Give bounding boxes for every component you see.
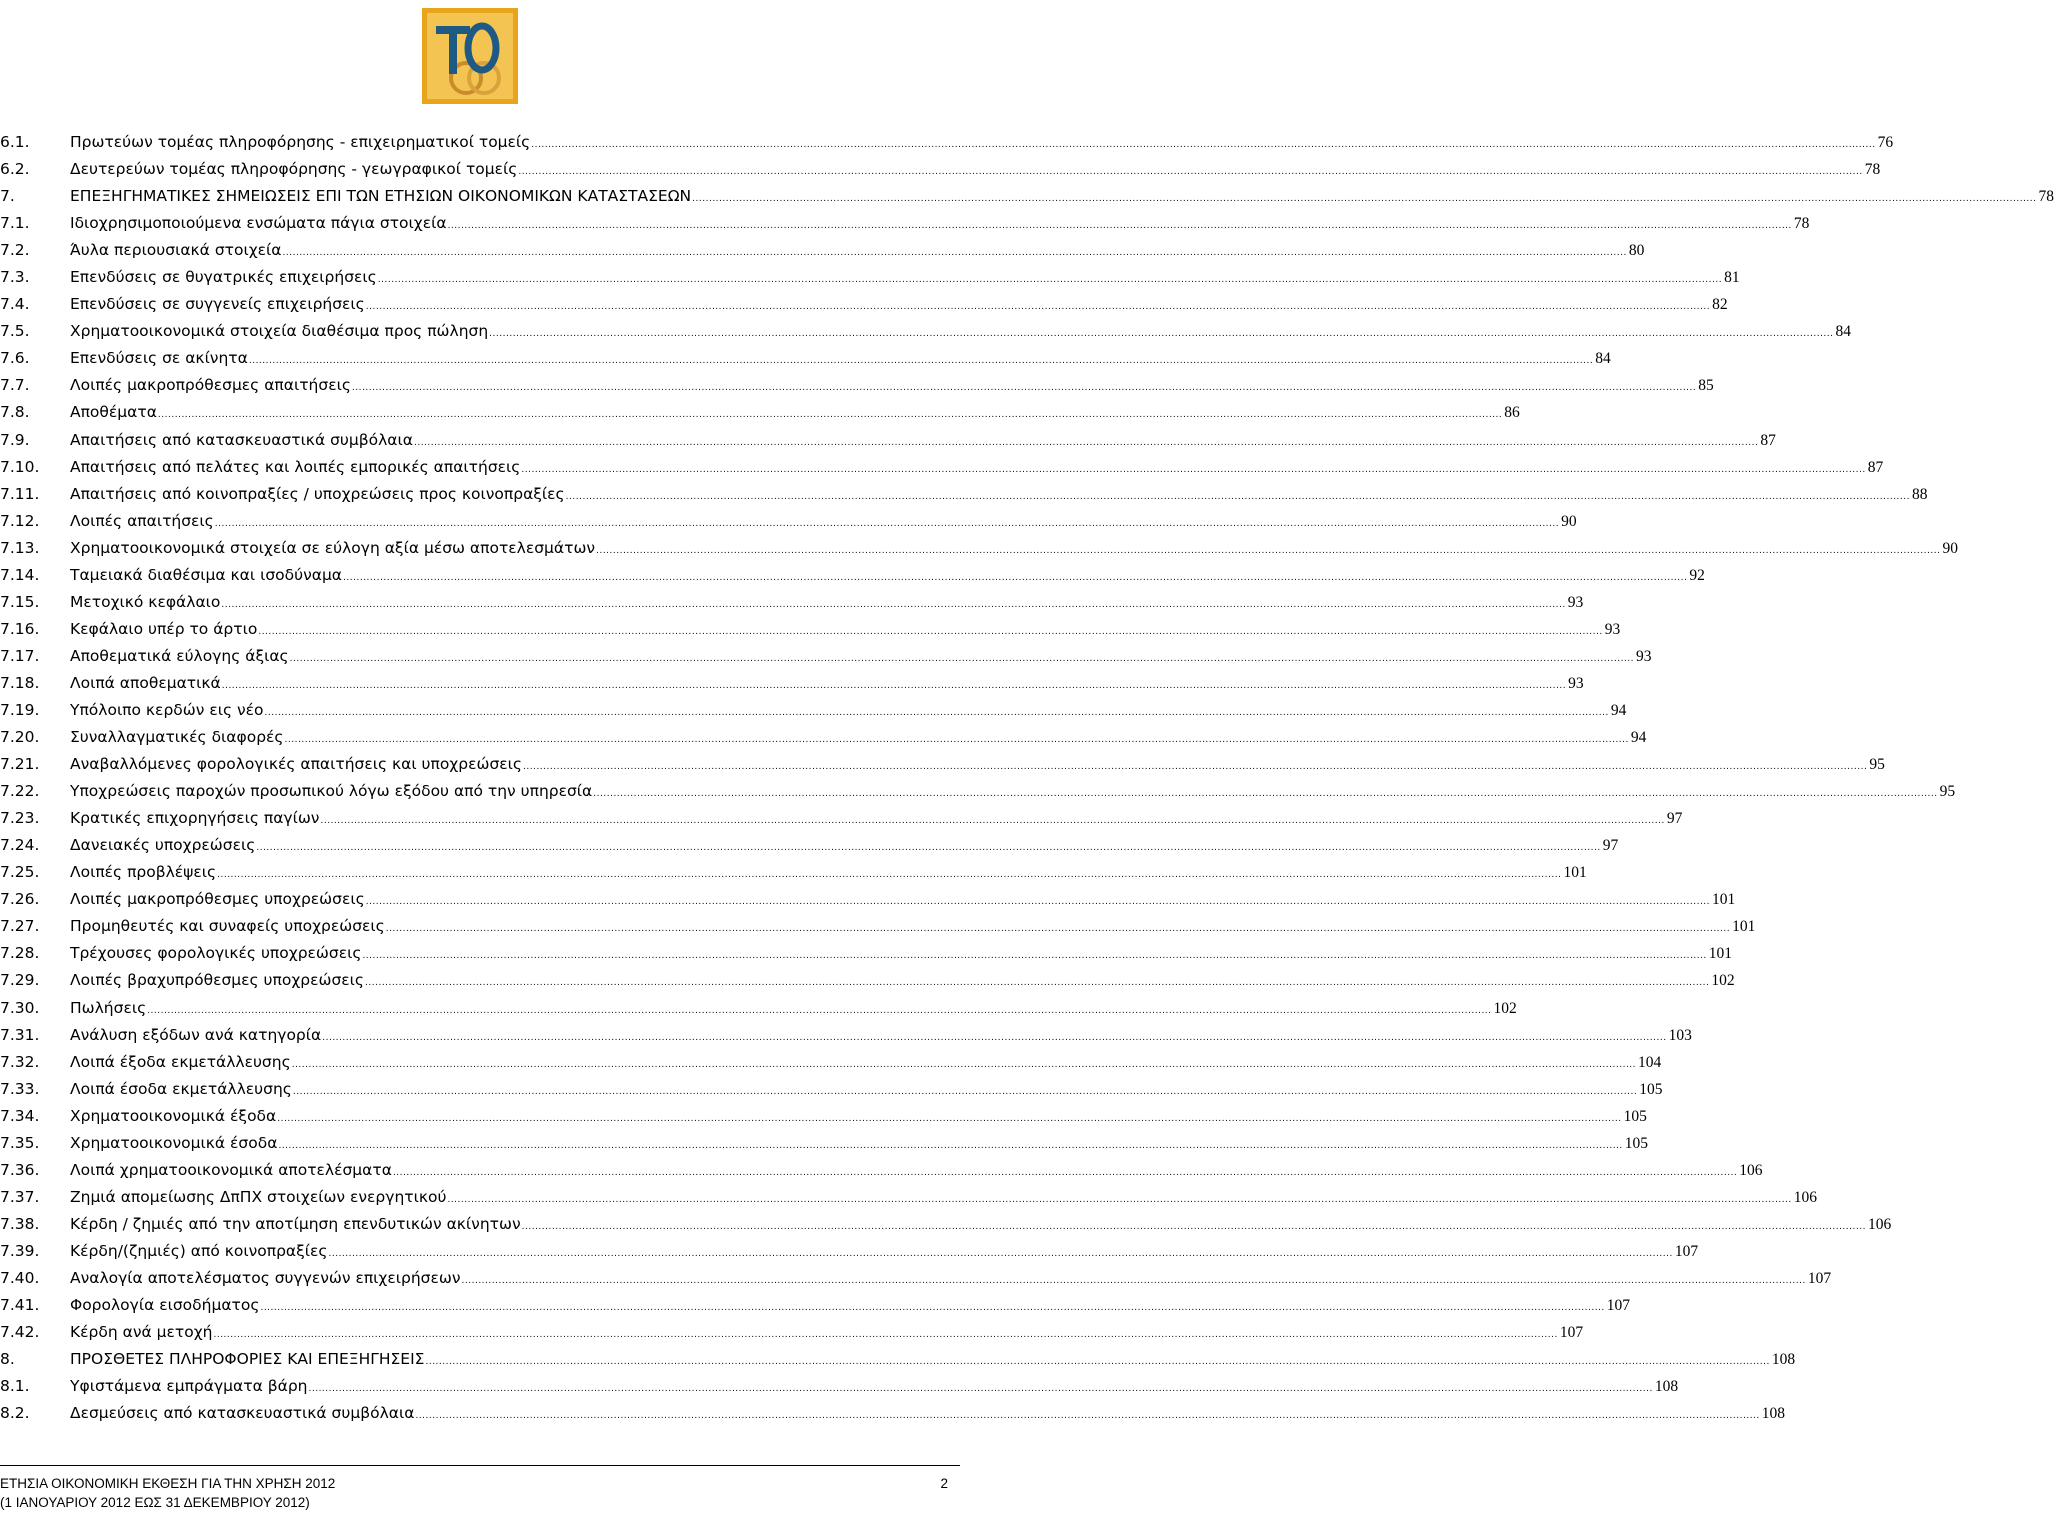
toc-entry[interactable] (0, 724, 1647, 751)
toc-dot-leader: ................................................................................................................................................................................................................................................................................................................................................................................................................ (291, 1059, 1637, 1070)
toc-entry-number: 7.38. (0, 1214, 40, 1233)
toc-entry-page: 108 (1761, 1405, 1786, 1423)
toc-dot-leader: ................................................................................................................................................................................................................................................................................................................................................................................................................ (213, 1330, 1558, 1341)
toc-dot-leader: ................................................................................................................................................................................................................................................................................................................................................................................................................ (214, 518, 1560, 529)
toc-entry-number: 7.31. (0, 1025, 40, 1044)
toc-entry-body (70, 670, 1584, 700)
toc-entry-number: 6.1. (0, 133, 30, 151)
toc-entry-page: 106 (1867, 1215, 1892, 1233)
toc-entry-page: 90 (1561, 512, 1577, 530)
toc-entry-page: 87 (1867, 458, 1884, 476)
toc-dot-leader: ................................................................................................................................................................................................................................................................................................................................................................................................................ (425, 1357, 1770, 1368)
toc-entry-body (70, 751, 1885, 781)
toc-dot-leader: ................................................................................................................................................................................................................................................................................................................................................................................................................ (277, 1113, 1622, 1124)
toc-entry-page: 95 (1939, 783, 1956, 801)
toc-entry-title: Κέρδη/(ζημιές) από κοινοπραξίες (70, 1241, 328, 1260)
toc-entry-body (70, 1103, 1647, 1133)
toc-entry-number: 7.25. (0, 863, 40, 882)
toc-dot-leader: ................................................................................................................................................................................................................................................................................................................................................................................................................ (415, 1411, 1760, 1422)
toc-entry-number: 7. (0, 187, 15, 206)
toc-entry-page: 97 (1602, 837, 1619, 855)
toc-entry[interactable] (0, 913, 1756, 940)
toc-dot-leader: ................................................................................................................................................................................................................................................................................................................................................................................................................ (260, 1303, 1605, 1314)
toc-entry-number: 7.7. (0, 376, 30, 395)
toc-dot-leader: ................................................................................................................................................................................................................................................................................................................................................................................................................ (362, 951, 1707, 962)
table-of-contents (0, 129, 2054, 1427)
toc-entry-title: Αναβαλλόμενες φορολογικές απαιτήσεις και υποχρεώσεις (70, 755, 522, 774)
toc-entry-page: 102 (1711, 972, 1735, 990)
toc-entry[interactable] (0, 1319, 1584, 1346)
toc-entry-body (70, 345, 1611, 375)
toc-entry-body (70, 940, 1733, 970)
toc-entry-page: 94 (1610, 701, 1627, 719)
toc-dot-leader: ................................................................................................................................................................................................................................................................................................................................................................................................................ (596, 545, 1941, 556)
toc-entry-number: 7.28. (0, 944, 40, 963)
toc-entry-number: 7.5. (0, 322, 30, 341)
toc-entry[interactable] (0, 562, 1705, 589)
toc-entry-number: 7.24. (0, 836, 40, 855)
toc-entry-page: 102 (1493, 999, 1517, 1017)
toc-dot-leader: ................................................................................................................................................................................................................................................................................................................................................................................................................ (521, 464, 1866, 475)
toc-entry-title: ΕΠΕΞΗΓΗΜΑΤΙΚΕΣ ΣΗΜΕΙΩΣΕΙΣ ΕΠΙ ΤΩΝ ΕΤΗΣΙΩΝ ΟΙΚΟΝΟΜΙΚΩΝ ΚΑΤΑΣΤΑΣΕΩΝ (70, 187, 692, 206)
toc-entry-number: 7.17. (0, 646, 40, 665)
toc-entry-page: 108 (1654, 1378, 1679, 1396)
toc-entry-title: Δεσμεύσεις από κατασκευαστικά συμβόλαια (70, 1404, 415, 1423)
toc-entry-number: 6.2. (0, 160, 30, 179)
toc-entry-body (70, 237, 1645, 267)
toc-dot-leader: ................................................................................................................................................................................................................................................................................................................................................................................................................ (322, 1032, 1667, 1043)
toc-entry[interactable] (0, 156, 1881, 183)
toc-entry-body (70, 1157, 1763, 1187)
toc-dot-leader: ................................................................................................................................................................................................................................................................................................................................................................................................................ (518, 167, 1863, 178)
toc-dot-leader: ................................................................................................................................................................................................................................................................................................................................................................................................................ (248, 356, 1594, 367)
logo-t-stem (449, 26, 457, 74)
toc-entry-body (70, 724, 1647, 754)
toc-entry-page: 108 (1771, 1351, 1796, 1369)
toc-dot-leader: ................................................................................................................................................................................................................................................................................................................................................................................................................ (278, 1140, 1623, 1151)
toc-entry[interactable] (0, 670, 1584, 697)
toc-entry-title: Λοιπές βραχυπρόθεσμες υποχρεώσεις (70, 971, 365, 990)
toc-entry-title: Συναλλαγματικές διαφορές (70, 728, 284, 747)
toc-entry-title: Επενδύσεις σε θυγατρικές επιχειρήσεις (70, 268, 377, 287)
toc-dot-leader: ................................................................................................................................................................................................................................................................................................................................................................................................................ (221, 680, 1567, 691)
toc-dot-leader: ................................................................................................................................................................................................................................................................................................................................................................................................................ (217, 870, 1562, 881)
toc-entry-page: 101 (1563, 864, 1587, 882)
toc-entry[interactable] (0, 129, 1894, 156)
toc-entry[interactable] (0, 1265, 1832, 1292)
toc-entry-page: 93 (1567, 593, 1584, 611)
toc-entry-page: 90 (1942, 539, 1958, 557)
toc-entry-body (70, 156, 1881, 186)
toc-entry-number: 7.32. (0, 1052, 40, 1071)
toc-entry-title: Απαιτήσεις από κατασκευαστικά συμβόλαια (70, 430, 413, 449)
toc-entry-title: Απαιτήσεις από κοινοπραξίες / υποχρεώσεις προς κοινοπραξίες (70, 484, 565, 503)
toc-entry-page: 106 (1793, 1188, 1818, 1206)
toc-entry-page: 101 (1708, 945, 1733, 963)
toc-entry-body (70, 913, 1756, 943)
toc-entry-body (70, 562, 1705, 592)
toc-entry-page: 85 (1698, 377, 1714, 395)
toc-entry-number: 7.10. (0, 457, 40, 476)
toc-entry-number: 7.3. (0, 268, 30, 287)
toc-entry-page: 84 (1595, 350, 1611, 368)
toc-entry-body (70, 886, 1736, 916)
toc-entry[interactable] (0, 535, 1958, 562)
toc-entry-title: Αποθεματικά εύλογης άξιας (70, 646, 289, 665)
toc-entry-title: Κρατικές επιχορηγήσεις παγίων (70, 809, 320, 828)
toc-dot-leader: ................................................................................................................................................................................................................................................................................................................................................................................................................ (365, 897, 1711, 908)
toc-entry-page: 93 (1568, 674, 1584, 692)
toc-entry-title: Λοιπά έσοδα εκμετάλλευσης (70, 1079, 292, 1098)
toc-entry-page: 94 (1630, 729, 1647, 747)
toc-entry-body (70, 183, 2054, 213)
toc-entry-number: 7.35. (0, 1133, 40, 1152)
toc-entry-body (70, 1049, 1662, 1079)
toc-entry[interactable] (0, 859, 1587, 886)
toc-entry-body (70, 967, 1735, 997)
toc-entry-number: 7.4. (0, 295, 30, 314)
toc-entry-page: 80 (1628, 242, 1645, 260)
toc-entry[interactable] (0, 940, 1733, 967)
toc-entry-page: 101 (1732, 918, 1756, 936)
toc-entry-number: 7.37. (0, 1187, 40, 1206)
toc-entry-title: Επενδύσεις σε συγγενείς επιχειρήσεις (70, 295, 365, 314)
toc-entry[interactable] (0, 345, 1611, 372)
toc-entry-body (70, 697, 1627, 727)
toc-entry-title: Φορολογία εισοδήματος (70, 1296, 260, 1315)
toc-entry[interactable] (0, 1373, 1679, 1400)
toc-entry[interactable] (0, 1292, 1631, 1319)
toc-entry[interactable] (0, 1157, 1763, 1184)
toc-entry-body (70, 859, 1587, 889)
toc-entry-number: 7.9. (0, 430, 30, 449)
toc-dot-leader: ................................................................................................................................................................................................................................................................................................................................................................................................................ (351, 383, 1697, 394)
toc-entry-number: 7.41. (0, 1296, 40, 1315)
toc-entry[interactable] (0, 427, 1776, 454)
toc-entry-page: 106 (1739, 1161, 1763, 1179)
toc-entry-number: 8.2. (0, 1404, 30, 1423)
toc-entry[interactable] (0, 508, 1577, 535)
toc-dot-leader: ................................................................................................................................................................................................................................................................................................................................................................................................................ (365, 302, 1711, 313)
toc-entry-body (70, 264, 1740, 294)
toc-entry[interactable] (0, 183, 2054, 210)
toc-entry[interactable] (0, 1211, 1892, 1238)
toc-entry-page: 93 (1604, 620, 1621, 638)
toc-entry-number: 7.21. (0, 755, 40, 774)
toc-entry-body (70, 616, 1621, 646)
toc-entry-number: 7.1. (0, 214, 30, 233)
toc-entry-title: Χρηματοοικονομικά στοιχεία σε εύλογη αξία μέσω αποτελεσμάτων (70, 538, 596, 557)
toc-dot-leader: ................................................................................................................................................................................................................................................................................................................................................................................................................ (258, 626, 1603, 637)
toc-entry-title: Μετοχικό κεφάλαιο (70, 592, 221, 611)
toc-entry-page: 95 (1869, 756, 1885, 774)
toc-entry[interactable] (0, 805, 1683, 832)
company-logo (422, 8, 518, 104)
toc-entry-number: 7.13. (0, 538, 40, 557)
toc-entry[interactable] (0, 967, 1735, 994)
toc-entry-number: 7.2. (0, 241, 30, 260)
toc-entry-number: 7.16. (0, 619, 40, 638)
toc-dot-leader: ................................................................................................................................................................................................................................................................................................................................................................................................................ (692, 194, 2037, 205)
toc-entry-page: 104 (1638, 1053, 1662, 1071)
toc-entry-body (70, 1238, 1699, 1268)
page-footer (0, 1465, 960, 1510)
toc-dot-leader: ................................................................................................................................................................................................................................................................................................................................................................................................................ (282, 248, 1627, 259)
toc-entry-page: 92 (1689, 566, 1705, 584)
toc-entry-number: 7.39. (0, 1241, 40, 1260)
toc-dot-leader: ................................................................................................................................................................................................................................................................................................................................................................................................................ (264, 707, 1609, 718)
toc-dot-leader: ................................................................................................................................................................................................................................................................................................................................................................................................................ (256, 843, 1601, 854)
toc-entry-title: Λοιπά έξοδα εκμετάλλευσης (70, 1052, 291, 1071)
toc-entry-number: 7.26. (0, 890, 40, 909)
toc-entry-number: 7.34. (0, 1106, 40, 1125)
toc-dot-leader: ................................................................................................................................................................................................................................................................................................................................................................................................................ (365, 978, 1710, 989)
toc-entry-title: Απαιτήσεις από πελάτες και λοιπές εμπορικές απαιτήσεις (70, 457, 521, 476)
toc-entry-page: 103 (1668, 1026, 1692, 1044)
toc-entry-number: 7.8. (0, 403, 30, 422)
toc-entry-body (70, 1211, 1892, 1241)
toc-entry[interactable] (0, 399, 1520, 426)
toc-dot-leader: ................................................................................................................................................................................................................................................................................................................................................................................................................ (593, 789, 1938, 800)
toc-entry-page: 88 (1912, 485, 1928, 503)
toc-dot-leader: ................................................................................................................................................................................................................................................................................................................................................................................................................ (461, 1275, 1806, 1286)
toc-entry[interactable] (0, 832, 1619, 859)
toc-entry-title: Λοιπά χρηματοοικονομικά αποτελέσματα (70, 1160, 392, 1179)
toc-dot-leader: ................................................................................................................................................................................................................................................................................................................................................................................................................ (531, 140, 1876, 150)
toc-entry-number: 7.18. (0, 673, 40, 692)
toc-entry-page: 76 (1877, 134, 1894, 151)
toc-entry[interactable] (0, 616, 1621, 643)
toc-dot-leader: ................................................................................................................................................................................................................................................................................................................................................................................................................ (521, 1221, 1866, 1232)
toc-entry-number: 7.36. (0, 1160, 40, 1179)
toc-dot-leader: ................................................................................................................................................................................................................................................................................................................................................................................................................ (147, 1005, 1492, 1016)
toc-dot-leader: ................................................................................................................................................................................................................................................................................................................................................................................................................ (308, 1384, 1653, 1395)
toc-entry-title: Λοιπές μακροπρόθεσμες απαιτήσεις (70, 376, 351, 395)
toc-entry-page: 105 (1639, 1080, 1663, 1098)
toc-entry-number: 7.23. (0, 809, 40, 828)
toc-entry-number: 7.29. (0, 971, 40, 990)
toc-entry-title: Αποθέματα (70, 403, 157, 422)
toc-dot-leader: ................................................................................................................................................................................................................................................................................................................................................................................................................ (320, 816, 1665, 827)
toc-entry-title: Χρηματοοικονομικά έσοδα (70, 1133, 278, 1152)
toc-entry[interactable] (0, 778, 1956, 805)
toc-entry-title: Πρωτεύων τομέας πληροφόρησης - επιχειρηματικοί τομείς (70, 133, 531, 151)
toc-entry-page: 107 (1807, 1269, 1832, 1287)
toc-entry-title: Κέρδη ανά μετοχή (70, 1323, 213, 1342)
toc-entry[interactable] (0, 318, 1852, 345)
toc-entry-page: 105 (1624, 1134, 1649, 1152)
toc-entry-title: Λοιπά αποθεματικά (70, 673, 221, 692)
toc-entry-number: 7.14. (0, 565, 40, 584)
toc-entry-body (70, 1292, 1631, 1322)
toc-entry-title: Δευτερεύων τομέας πληροφόρησης - γεωγραφικοί τομείς (70, 160, 518, 179)
toc-entry-body (70, 589, 1584, 619)
toc-entry-title: Ιδιοχρησιμοποιούμενα ενσώματα πάγια στοιχεία (70, 214, 447, 233)
toc-entry-title: Αναλογία αποτελέσματος συγγενών επιχειρήσεων (70, 1268, 461, 1287)
toc-entry-body (70, 778, 1956, 808)
toc-entry-number: 7.15. (0, 592, 40, 611)
toc-entry-body (70, 399, 1520, 429)
toc-entry[interactable] (0, 995, 1517, 1022)
toc-entry-number: 7.19. (0, 700, 40, 719)
toc-entry-title: Άυλα περιουσιακά στοιχεία (70, 241, 282, 260)
toc-entry-body (70, 372, 1714, 402)
toc-dot-leader: ................................................................................................................................................................................................................................................................................................................................................................................................................ (157, 410, 1503, 421)
footer-report-title: ΕΤΗΣΙΑ ΟΙΚΟΝΟΜΙΚΗ ΕΚΘΕΣΗ ΓΙΑ ΤΗΝ ΧΡΗΣΗ 2012 (0, 1476, 336, 1491)
toc-entry-number: 7.12. (0, 511, 40, 530)
toc-entry-number: 7.30. (0, 998, 40, 1017)
toc-entry-title: Λοιπές απαιτήσεις (70, 511, 214, 530)
toc-entry[interactable] (0, 1022, 1692, 1049)
toc-entry[interactable] (0, 751, 1885, 778)
toc-entry-number: 7.20. (0, 728, 40, 747)
toc-dot-leader: ................................................................................................................................................................................................................................................................................................................................................................................................................ (447, 1194, 1792, 1205)
toc-entry[interactable] (0, 1184, 1818, 1211)
toc-entry-number: 7.33. (0, 1079, 40, 1098)
toc-entry-title: Επενδύσεις σε ακίνητα (70, 349, 248, 368)
toc-entry-page: 81 (1724, 269, 1740, 287)
toc-entry-page: 78 (2038, 188, 2054, 206)
toc-dot-leader: ................................................................................................................................................................................................................................................................................................................................................................................................................ (489, 329, 1834, 340)
toc-entry-page: 107 (1559, 1324, 1584, 1342)
toc-entry-body (70, 1184, 1818, 1214)
toc-entry-page: 84 (1835, 323, 1852, 341)
toc-dot-leader: ................................................................................................................................................................................................................................................................................................................................................................................................................ (377, 275, 1723, 286)
toc-entry-page: 78 (1793, 215, 1810, 233)
toc-entry[interactable] (0, 1103, 1647, 1130)
toc-entry[interactable] (0, 697, 1627, 724)
toc-entry-body (70, 1265, 1832, 1295)
toc-entry-title: Υφιστάμενα εμπράγματα βάρη (70, 1377, 308, 1396)
toc-dot-leader: ................................................................................................................................................................................................................................................................................................................................................................................................................ (284, 735, 1629, 746)
toc-entry-title: Προμηθευτές και συναφείς υποχρεώσεις (70, 917, 385, 936)
toc-dot-leader: ................................................................................................................................................................................................................................................................................................................................................................................................................ (392, 1167, 1738, 1178)
toc-dot-leader: ................................................................................................................................................................................................................................................................................................................................................................................................................ (289, 653, 1635, 664)
toc-entry-number: 7.11. (0, 484, 40, 503)
toc-entry[interactable] (0, 1049, 1662, 1076)
toc-entry[interactable] (0, 1400, 1786, 1427)
toc-dot-leader: ................................................................................................................................................................................................................................................................................................................................................................................................................ (328, 1248, 1673, 1259)
toc-entry-body (70, 1022, 1692, 1052)
toc-entry-number: 7.22. (0, 782, 40, 801)
toc-dot-leader: ................................................................................................................................................................................................................................................................................................................................................................................................................ (221, 599, 1566, 610)
toc-entry-title: Ταμειακά διαθέσιμα και ισοδύναμα (70, 565, 343, 584)
toc-entry[interactable] (0, 643, 1652, 670)
toc-entry-body (70, 129, 1894, 159)
toc-entry-title: Κεφάλαιο υπέρ το άρτιο (70, 619, 258, 638)
toc-entry-number: 7.40. (0, 1268, 40, 1287)
toc-entry-body (70, 1319, 1584, 1349)
toc-entry-page: 97 (1666, 810, 1683, 828)
toc-entry-number: 8. (0, 1350, 15, 1369)
toc-entry-page: 101 (1712, 891, 1736, 909)
toc-entry-body (70, 995, 1517, 1025)
toc-entry-body (70, 291, 1728, 321)
toc-entry-number: 7.42. (0, 1323, 40, 1342)
toc-entry[interactable] (0, 210, 1810, 237)
toc-entry-title: Λοιπές προβλέψεις (70, 863, 217, 882)
toc-entry-body (70, 481, 1928, 511)
toc-entry[interactable] (0, 481, 1928, 508)
toc-entry-body (70, 643, 1652, 673)
toc-entry-title: Λοιπές μακροπρόθεσμες υποχρεώσεις (70, 890, 365, 909)
toc-entry-title: Τρέχουσες φορολογικές υποχρεώσεις (70, 944, 362, 963)
toc-dot-leader: ................................................................................................................................................................................................................................................................................................................................................................................................................ (565, 491, 1910, 502)
toc-entry[interactable] (0, 454, 1884, 481)
toc-entry-body (70, 1076, 1663, 1106)
toc-entry-title: ΠΡΟΣΘΕΤΕΣ ΠΛΗΡΟΦΟΡΙΕΣ ΚΑΙ ΕΠΕΞΗΓΗΣΕΙΣ (70, 1350, 425, 1369)
toc-dot-leader: ................................................................................................................................................................................................................................................................................................................................................................................................................ (292, 1086, 1638, 1097)
toc-entry[interactable] (0, 264, 1740, 291)
toc-entry-body (70, 508, 1577, 538)
toc-entry-body (70, 1373, 1679, 1403)
toc-entry-body (70, 210, 1810, 240)
toc-entry[interactable] (0, 1076, 1663, 1103)
toc-entry-page: 107 (1606, 1297, 1631, 1315)
toc-entry-body (70, 427, 1776, 457)
toc-entry-title: Χρηματοοικονομικά στοιχεία διαθέσιμα προς πώληση (70, 322, 489, 341)
toc-entry-title: Χρηματοοικονομικά έξοδα (70, 1106, 277, 1125)
toc-entry-number: 7.6. (0, 349, 30, 368)
toc-entry-title: Κέρδη / ζημιές από την αποτίμηση επενδυτικών ακίνητων (70, 1214, 521, 1233)
toc-entry-page: 87 (1760, 431, 1776, 449)
toc-entry-number: 7.27. (0, 917, 40, 936)
toc-entry-title: Δανειακές υποχρεώσεις (70, 836, 256, 855)
toc-entry-body (70, 454, 1884, 484)
toc-entry-body (70, 805, 1683, 835)
toc-entry-body (70, 1346, 1796, 1376)
toc-entry[interactable] (0, 372, 1714, 399)
toc-entry-title: Υποχρεώσεις παροχών προσωπικού λόγω εξόδου από την υπηρεσία (70, 782, 593, 801)
toc-entry-body (70, 1130, 1649, 1160)
toc-entry-page: 82 (1712, 296, 1728, 314)
toc-entry[interactable] (0, 1346, 1796, 1373)
toc-entry-page: 107 (1674, 1242, 1699, 1260)
toc-entry-body (70, 1400, 1786, 1430)
toc-entry-title: Ζημιά απομείωσης ΔπΠΧ στοιχείων ενεργητικού (70, 1187, 447, 1206)
toc-dot-leader: ................................................................................................................................................................................................................................................................................................................................................................................................................ (413, 437, 1759, 448)
toc-entry[interactable] (0, 1130, 1649, 1157)
toc-entry-page: 105 (1623, 1107, 1647, 1125)
toc-entry[interactable] (0, 237, 1645, 264)
toc-entry[interactable] (0, 886, 1736, 913)
toc-entry-number: 8.1. (0, 1377, 30, 1396)
toc-entry[interactable] (0, 589, 1584, 616)
toc-entry-body (70, 832, 1619, 862)
toc-dot-leader: ................................................................................................................................................................................................................................................................................................................................................................................................................ (385, 924, 1731, 935)
toc-entry-title: Πωλήσεις (70, 998, 147, 1017)
toc-entry-page: 78 (1864, 161, 1881, 179)
toc-entry-page: 86 (1504, 404, 1520, 422)
toc-entry-body (70, 318, 1852, 348)
toc-entry[interactable] (0, 1238, 1699, 1265)
footer-period: (1 ΙΑΝΟΥΑΡΙΟΥ 2012 ΕΩΣ 31 ΔΕΚΕΜΒΡΙΟΥ 2012) (0, 1495, 310, 1510)
toc-dot-leader: ................................................................................................................................................................................................................................................................................................................................................................................................................ (343, 572, 1688, 583)
toc-entry-title: Ανάλυση εξόδων ανά κατηγορία (70, 1025, 322, 1044)
toc-dot-leader: ................................................................................................................................................................................................................................................................................................................................................................................................................ (447, 221, 1792, 232)
footer-page-number: 2 (940, 1476, 948, 1491)
toc-entry-page: 93 (1636, 647, 1652, 665)
toc-entry[interactable] (0, 291, 1728, 318)
toc-entry-title: Υπόλοιπο κερδών εις νέο (70, 700, 264, 719)
toc-entry-body (70, 535, 1958, 565)
toc-dot-leader: ................................................................................................................................................................................................................................................................................................................................................................................................................ (523, 762, 1868, 773)
